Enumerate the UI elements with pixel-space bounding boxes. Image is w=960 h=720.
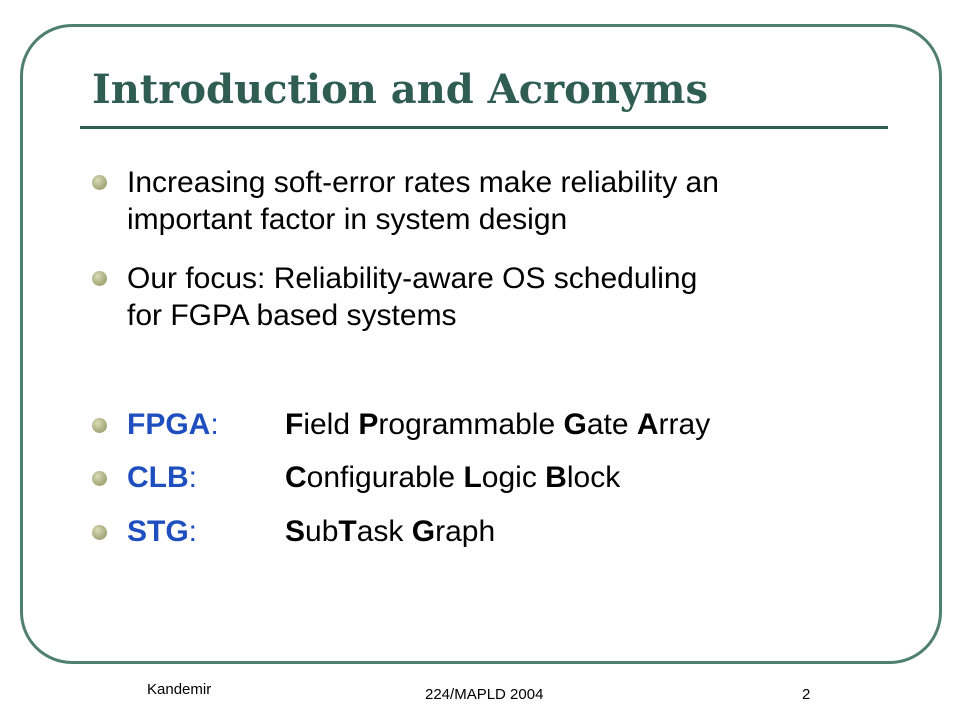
bullet-line: Our focus: Reliability-aware OS scheduling <box>127 262 698 295</box>
acronym-initial-letter: T <box>338 515 357 548</box>
bullet-line: important factor in system design <box>127 203 568 236</box>
bullet-icon <box>92 525 107 540</box>
acronym-word-rest: ield <box>303 408 359 441</box>
acronym-initial-letter: L <box>463 461 482 494</box>
acronym-word-rest: rray <box>658 408 711 441</box>
acronym-item <box>127 459 847 496</box>
acronym-term: CLB <box>127 461 189 494</box>
acronym-word-rest: lock <box>566 461 621 494</box>
bullet-item <box>127 260 697 334</box>
acronym-expansion <box>285 406 710 443</box>
acronym-word-rest: rogrammable <box>378 408 564 441</box>
acronym-initial-letter: P <box>358 408 379 441</box>
acronym-item <box>127 406 847 443</box>
bullet-line: Increasing soft-error rates make reliability an <box>127 166 719 199</box>
acronym-item <box>127 513 847 550</box>
acronym-term: FPGA <box>127 408 211 441</box>
acronym-initial-letter: G <box>563 408 587 441</box>
acronym-word-rest: ogic <box>481 461 546 494</box>
acronym-initial-letter: B <box>545 461 567 494</box>
acronym-word-rest: onfigurable <box>306 461 464 494</box>
bullet-icon <box>92 175 107 190</box>
footer-author: Kandemir <box>147 681 212 698</box>
acronym-word-rest: ub <box>305 515 339 548</box>
acronym-colon: : <box>210 408 219 441</box>
acronym-word-rest: raph <box>435 515 496 548</box>
footer-page-number: 2 <box>802 686 811 703</box>
acronym-expansion <box>285 513 495 550</box>
acronym-initial-letter: S <box>285 515 306 548</box>
acronym-colon: : <box>188 515 198 548</box>
acronym-colon: : <box>188 461 197 494</box>
acronym-initial-letter: C <box>285 461 307 494</box>
bullet-item <box>127 164 719 238</box>
slide-title: Introduction and Acronyms <box>92 66 708 113</box>
footer-event: 224/MAPLD 2004 <box>425 686 544 703</box>
acronym-initial-letter: G <box>411 515 436 548</box>
acronym-initial-letter: A <box>636 408 659 441</box>
acronym-expansion <box>285 459 620 496</box>
bullet-line: for FGPA based systems <box>127 299 457 332</box>
acronym-term: STG <box>127 515 189 548</box>
acronym-word-rest: ate <box>586 408 637 441</box>
bullet-icon <box>92 471 107 486</box>
acronym-word-rest: ask <box>356 515 412 548</box>
bullet-icon <box>92 271 107 286</box>
acronym-initial-letter: F <box>285 408 304 441</box>
bullet-icon <box>92 418 107 433</box>
